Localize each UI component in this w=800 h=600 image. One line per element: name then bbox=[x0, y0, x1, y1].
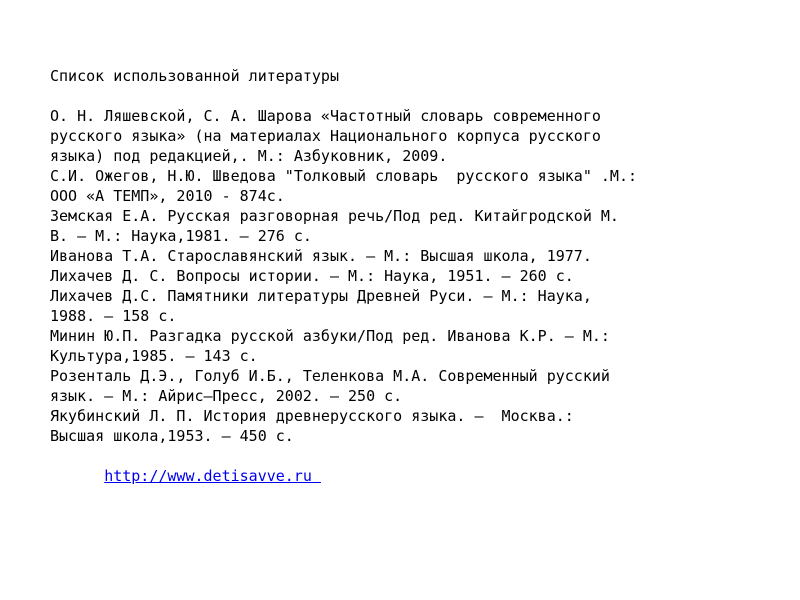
bibliography-line: Высшая школа,1953. – 450 с. bbox=[50, 427, 294, 445]
bibliography-line: язык. — М.: Айрис—Пресс, 2002. — 250 с. bbox=[50, 387, 403, 405]
bibliography-line: ООО «А ТЕМП», 2010 - 874с. bbox=[50, 187, 285, 205]
bibliography-line: Якубинский Л. П. История древнерусского языка. — Москва.: bbox=[50, 407, 574, 425]
bibliography-line: Лихачев Д. С. Вопросы истории. – М.: Наука, 1951. – 260 с. bbox=[50, 267, 574, 285]
bibliography-line: О. Н. Ляшевской, С. А. Шарова «Частотный словарь современного bbox=[50, 107, 601, 125]
bibliography-line: Минин Ю.П. Разгадка русской азбуки/Под ред. Иванова К.Р. — М.: bbox=[50, 327, 610, 345]
bibliography-line: Иванова Т.А. Старославянский язык. – М.: Высшая школа, 1977. bbox=[50, 247, 592, 265]
bibliography-line: Культура,1985. — 143 с. bbox=[50, 347, 258, 365]
website-link[interactable]: http://www.detisavve.ru bbox=[104, 467, 321, 485]
page-title: Список использованной литературы bbox=[50, 67, 339, 85]
bibliography-line: Земская Е.А. Русская разговорная речь/Под ред. Китайгродской М. bbox=[50, 207, 619, 225]
bibliography-line: языка) под редакцией,. М.: Азбуковник, 2009. bbox=[50, 147, 448, 165]
bibliography-line: В. — М.: Наука,1981. — 276 с. bbox=[50, 227, 312, 245]
bibliography-line: русского языка» (на материалах Национального корпуса русского bbox=[50, 127, 601, 145]
bibliography-line: Лихачев Д.С. Памятники литературы Древней Руси. – М.: Наука, bbox=[50, 287, 592, 305]
bibliography-line: 1988. – 158 с. bbox=[50, 307, 177, 325]
bibliography bbox=[50, 66, 770, 506]
bibliography-line: С.И. Ожегов, Н.Ю. Шведова "Толковый словарь русского языка" .М.: bbox=[50, 167, 637, 185]
bibliography-line: Розенталь Д.Э., Голуб И.Б., Теленкова М.А. Современный русский bbox=[50, 367, 610, 385]
